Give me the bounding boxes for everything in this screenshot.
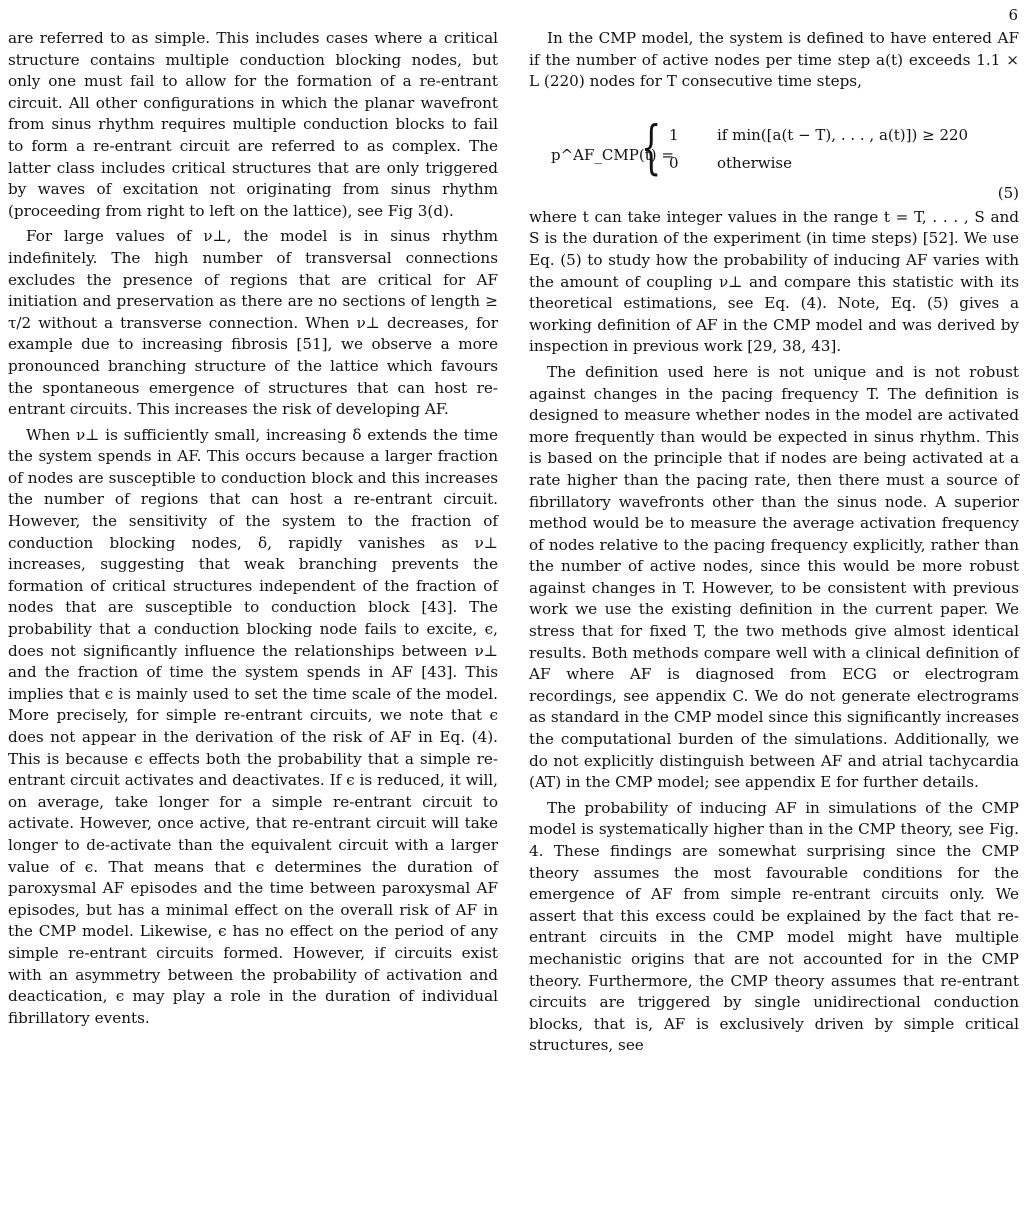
equation-5 [529, 111, 1019, 207]
equation-number: (5) [997, 183, 1019, 202]
paragraph: The probability of inducing AF in simulations of the CMP model is systematically higher than in the CMP theory, see Fig. 4. These findings are somewhat surprising since the CMP theory assumes the most favourable conditions for the emergence of AF from simple re-entrant circuits only. We assert that this excess could be explained by the fact that re-entrant circuits in the CMP model might have multiple mechanistic origins that are not accounted for in the CMP theory. Furthermore, the CMP theory assumes that re-entrant circuits are triggered by single unidirectional conduction blocks, that is, AF is exclusively driven by simple critical structures, see [529, 798, 1019, 1055]
right-column [529, 28, 1019, 1061]
paragraph: For large values of ν⊥, the model is in sinus rhythm indefinitely. The high number of transversal connections excludes the presence of regions that are critical for AF initiation and preservation as there are no sections of length ≥ τ/2 without a transverse connection. When ν⊥ decreases, for example due to increasing fibrosis [51], we observe a more pronounced branching structure of the lattice which favours the spontaneous emergence of structures that can host re-entrant circuits. This increases the risk of developing AF. [8, 227, 498, 419]
paragraph: The definition used here is not unique and is not robust against changes in the pacing frequency T. The definition is designed to measure whether nodes in the model are activated more frequently than would be expected in sinus rhythm. This is based on the principle that if nodes are being activated at a rate higher than the pacing rate, then there must a source of fibrillatory wavefronts other than the sinus node. A superior method would be to measure the average activation frequency of nodes relative to the pacing frequency explicitly, rather than the number of active nodes, since this would be more robust against changes in T. However, to be consistent with previous work we use the existing definition in the current paper. We stress that for fixed T, the two methods give almost identical results. Both methods compare well with a clinical definition of AF where AF is diagnosed from ECG or electrogram recordings, see appendix C. We do not generate electrograms as standard in the CMP model since this significantly increases the computational burden of the simulations. Additionally, we do not explicitly distinguish between AF and atrial tachycardia (AT) in the CMP model; see appendix E for further details. [529, 362, 1019, 792]
paragraph: where t can take integer values in the range t = T, . . . , S and S is the duration of the experiment (in time steps) [52]. We use Eq. (5) to study how the probability of inducing AF varies with the amount of coupling ν⊥ and compare this statistic with its theoretical estimations, see Eq. (4). Note, Eq. (5) gives a working definition of AF in the CMP model and was derived by inspection in previous work [29, 38, 43]. [529, 207, 1019, 356]
equation-brace: { [641, 112, 662, 181]
equation-case-1-value: 1 [669, 125, 679, 144]
paragraph: When ν⊥ is sufficiently small, increasing δ extends the time the system spends in AF. This occurs because a larger fraction of nodes are susceptible to conduction block and this increases the number of regions that can host a re-entrant circuit. However, the sensitivity of the system to the fraction of conduction blocking nodes, δ, rapidly vanishes as ν⊥ increases, suggesting that weak branching prevents the formation of critical structures independent of the fraction of nodes that are susceptible to conduction block [43]. The probability that a conduction blocking node fails to excite, ϵ, does not significantly influence the relationships between ν⊥ and the fraction of time the system spends in AF [43]. This implies that ϵ is mainly used to set the time scale of the model. More precisely, for simple re-entrant circuits, we note that ϵ does not appear in the derivation of the risk of AF in Eq. (4). This is because ϵ effects both the probability that a simple re-entrant circuit activates and deactivates. If ϵ is reduced, it will, on average, take longer for a simple re-entrant circuit to activate. However, once active, that re-entrant circuit will take longer to de-activate than the equivalent circuit with a larger value of ϵ. That means that ϵ determines the duration of paroxysmal AF episodes and the time between paroxysmal AF episodes, but has a minimal effect on the overall risk of AF in the CMP model. Likewise, ϵ has no effect on the period of any simple re-entrant circuits formed. However, if circuits exist with an asymmetry between the probability of activation and deactication, ϵ may play a role in the duration of individual fibrillatory events. [8, 425, 498, 1027]
equation-lhs: p^AF_CMP(t) = [551, 145, 674, 164]
equation-case-1-condition: if min([a(t − T), . . . , a(t)]) ≥ 220 [717, 125, 969, 144]
paragraph: In the CMP model, the system is defined to have entered AF if the number of active nodes per time step a(t) exceeds 1.1 × L (220) nodes for T consecutive time steps, [529, 29, 1019, 91]
left-column [8, 28, 498, 1033]
paragraph: are referred to as simple. This includes cases where a critical structure contains multiple conduction blocking nodes, but only one must fail to allow for the formation of a re-entrant circuit. All other configurations in which the planar wavefront from sinus rhythm requires multiple conduction blocks to fail to form a re-entrant circuit are referred to as complex. The latter class includes critical structures that are only triggered by waves of excitation not originating from sinus rhythm (proceeding from right to left on the lattice), see Fig 3(d). [8, 29, 498, 220]
page-number: 6 [1008, 6, 1018, 24]
equation-case-2-value: 0 [669, 153, 679, 172]
equation-case-2-condition: otherwise [717, 153, 792, 172]
